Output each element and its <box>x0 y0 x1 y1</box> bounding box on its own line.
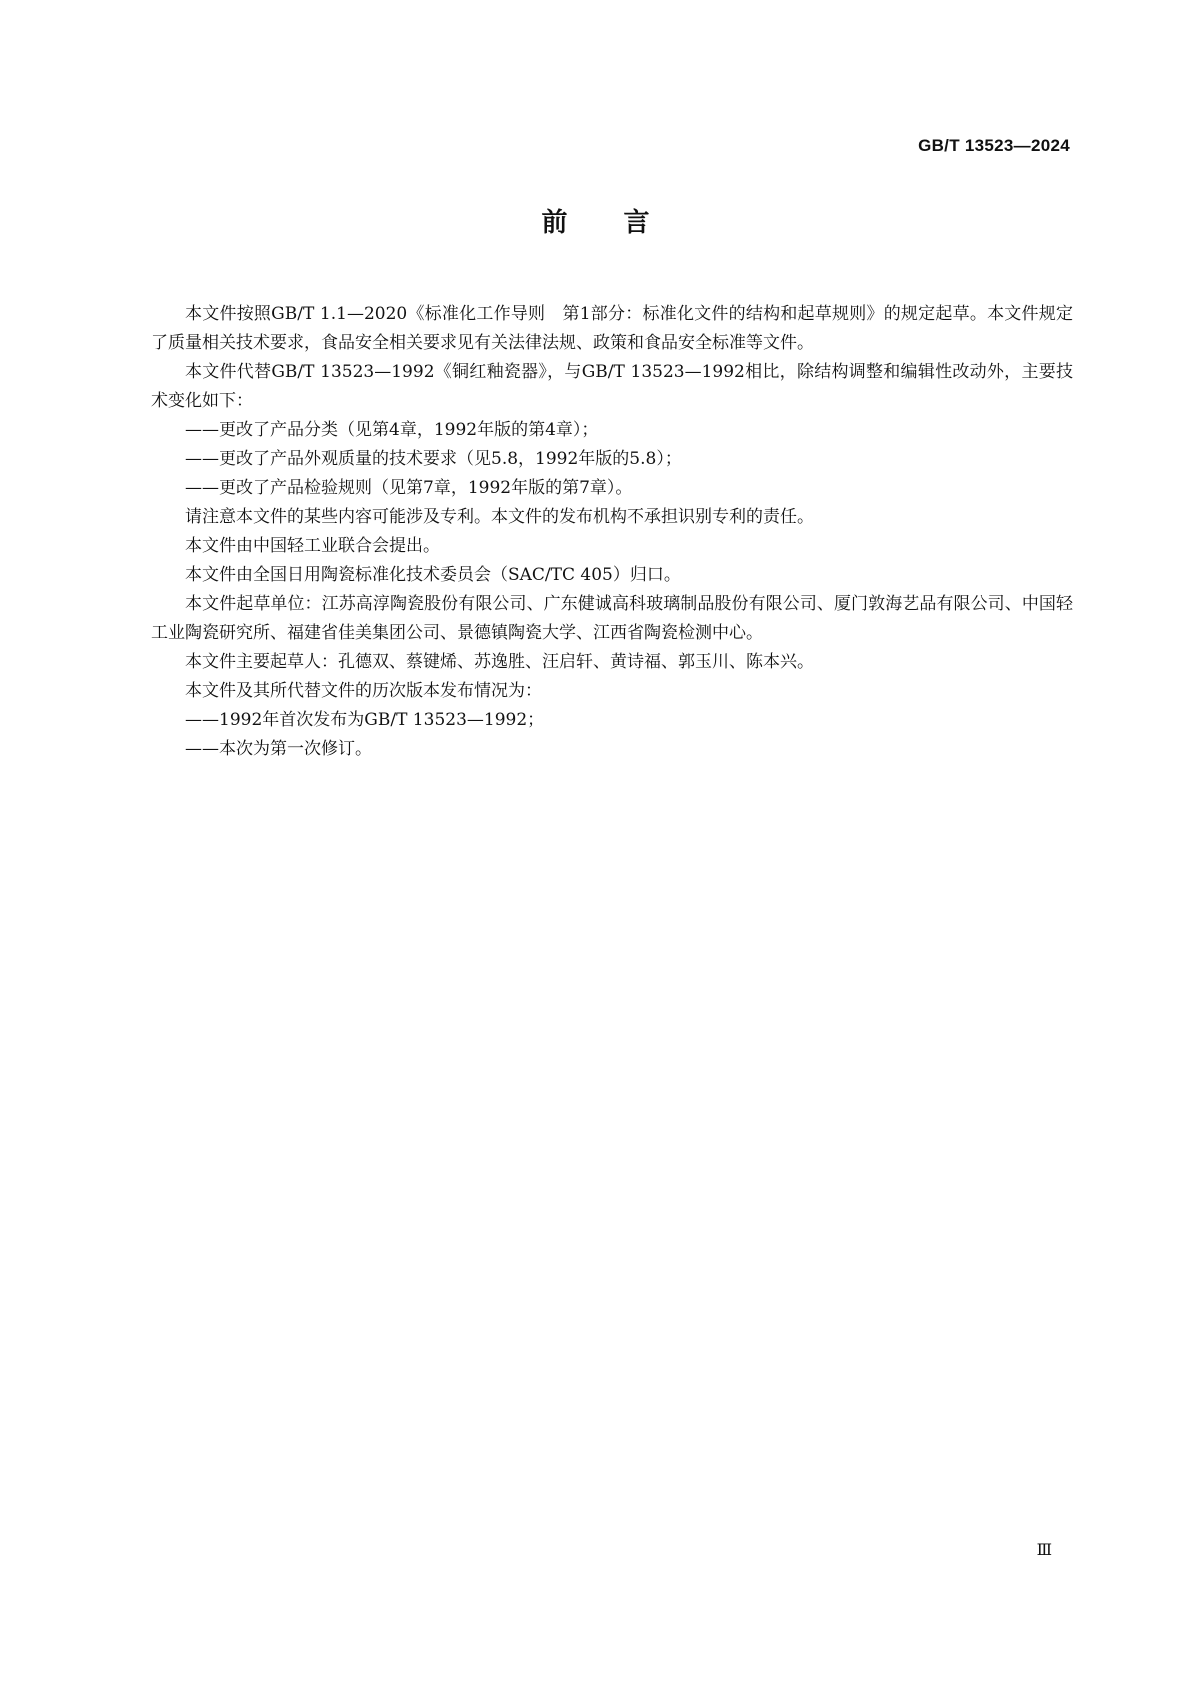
paragraph-drafting-units: 本文件起草单位：江苏高淳陶瓷股份有限公司、广东健诚高科玻璃制品股份有限公司、厦门敦海艺品有限公司、中国轻工业陶瓷研究所、福建省佳美集团公司、景德镇陶瓷大学、江西省陶瓷检测中心。 <box>151 594 1073 643</box>
change-item-1: ——更改了产品分类（见第4章，1992年版的第4章）； <box>185 420 599 440</box>
title-char-2: 言 <box>623 208 650 238</box>
paragraph-drafting-rules: 本文件按照GB/T 1.1—2020《标准化工作导则 第1部分：标准化文件的结构和起草规则》的规定起草。本文件规定了质量相关技术要求，食品安全相关要求见有关法律法规、政策和食品安全标准等文件。 <box>151 304 1073 353</box>
paragraph-proposer: 本文件由中国轻工业联合会提出。 <box>185 536 440 556</box>
history-item-2: ——本次为第一次修订。 <box>185 739 372 759</box>
standard-number: GB/T 13523—2024 <box>918 136 1070 155</box>
paragraph-replacement: 本文件代替GB/T 13523—1992《铜红釉瓷器》，与GB/T 13523—1992相比，除结构调整和编辑性改动外，主要技术变化如下： <box>151 362 1073 411</box>
foreword-body <box>151 300 1073 764</box>
change-item-3: ——更改了产品检验规则（见第7章，1992年版的第7章）。 <box>185 478 633 498</box>
title-char-1: 前 <box>541 208 568 238</box>
paragraph-history: 本文件及其所代替文件的历次版本发布情况为： <box>185 681 542 701</box>
history-item-1: ——1992年首次发布为GB/T 13523—1992； <box>185 710 545 730</box>
paragraph-drafters: 本文件主要起草人：孔德双、蔡键烯、苏逸胜、汪启轩、黄诗福、郭玉川、陈本兴。 <box>185 652 814 672</box>
change-item-2: ——更改了产品外观质量的技术要求（见5.8，1992年版的5.8）； <box>185 449 682 469</box>
paragraph-patent-notice: 请注意本文件的某些内容可能涉及专利。本文件的发布机构不承担识别专利的责任。 <box>185 507 814 527</box>
page-number: Ⅲ <box>1036 1540 1052 1559</box>
paragraph-committee: 本文件由全国日用陶瓷标准化技术委员会（SAC/TC 405）归口。 <box>185 565 681 585</box>
page-title <box>0 202 1191 239</box>
